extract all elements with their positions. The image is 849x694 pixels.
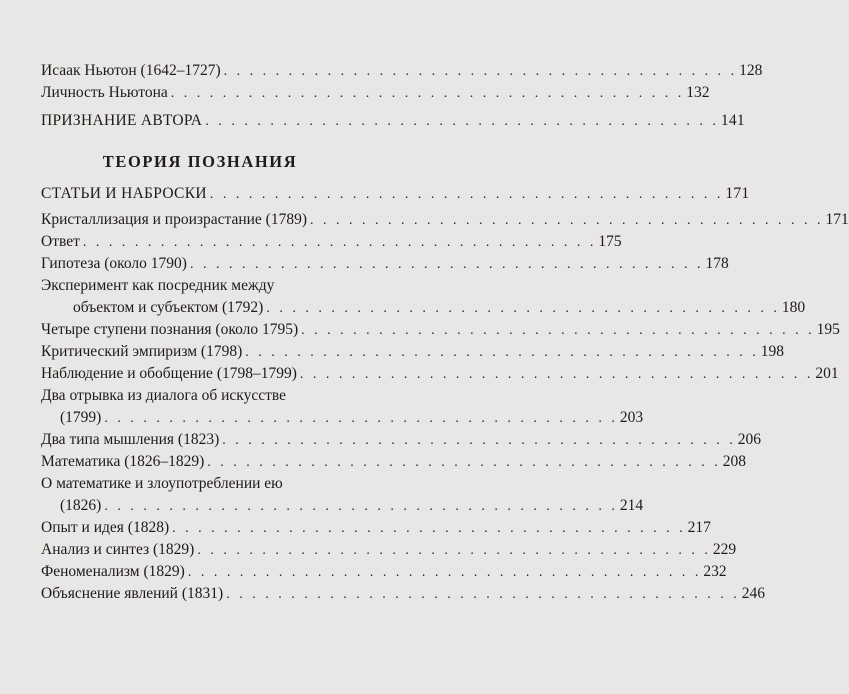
toc-item-page: 246 — [741, 585, 765, 602]
dot-leader: . . . . . . . . . . . . . . . . . . . . . . . . . . . . . . . . . . . . . . . . — [299, 367, 814, 382]
dot-leader: . . . . . . . . . . . . . . . . . . . . . . . . . . . . . . . . . . . . . . . . — [189, 257, 704, 272]
dot-leader: . . . . . . . . . . . . . . . . . . . . . . . . . . . . . . . . . . . . . . . . — [310, 213, 824, 228]
toc-item-page: 208 — [722, 453, 747, 470]
toc-entry-title: Исаак Ньютон (1642–1727) — [41, 62, 221, 79]
toc-item-page: 201 — [815, 365, 839, 382]
toc-item-title: Ответ — [41, 233, 80, 250]
dot-leader: . . . . . . . . . . . . . . . . . . . . . . . . . . . . . . . . . . . . . . . . — [245, 345, 759, 360]
dot-leader: . . . . . . . . . . . . . . . . . . . . . . . . . . . . . . . . . . . . . . . . — [104, 411, 618, 426]
toc-item — [0, 429, 761, 451]
dot-leader: . . . . . . . . . . . . . . . . . . . . . . . . . . . . . . . . . . . . . . . . — [187, 565, 702, 580]
toc-item-title: Объяснение явлений (1831) — [41, 585, 224, 602]
toc-subsection — [0, 183, 750, 205]
toc-item-page: 232 — [703, 563, 727, 580]
toc-item — [0, 583, 765, 605]
toc-item-title: Анализ и синтез (1829) — [41, 541, 195, 558]
section-heading: ТЕОРИЯ ПОЗНАНИЯ — [102, 152, 298, 171]
dot-leader: . . . . . . . . . . . . . . . . . . . . . . . . . . . . . . . . . . . . . . . . — [170, 86, 685, 101]
dot-leader: . . . . . . . . . . . . . . . . . . . . . . . . . . . . . . . . . . . . . . . . — [223, 64, 738, 79]
toc-item — [0, 451, 747, 473]
toc-entry-page: 171 — [725, 185, 750, 202]
toc-item-title: Критический эмпиризм (1798) — [41, 343, 243, 360]
dot-leader: . . . . . . . . . . . . . . . . . . . . . . . . . . . . . . . . . . . . . . . . — [222, 433, 736, 448]
toc-item — [0, 341, 785, 363]
toc-item-page: 229 — [712, 541, 737, 558]
toc-item — [0, 231, 622, 253]
toc-entry-page: 141 — [720, 112, 745, 129]
toc-item-continuation: (1799) — [60, 409, 102, 426]
toc-item-continuation: (1826) — [60, 497, 102, 514]
dot-leader: . . . . . . . . . . . . . . . . . . . . . . . . . . . . . . . . . . . . . . . . — [82, 235, 597, 250]
toc-entry-title: СТАТЬИ И НАБРОСКИ — [41, 185, 207, 202]
toc-item — [0, 561, 727, 583]
toc-item-page: 180 — [781, 299, 806, 316]
toc-item — [0, 297, 806, 319]
toc-entry-title: Личность Ньютона — [41, 84, 168, 101]
toc-item — [0, 539, 737, 561]
dot-leader: . . . . . . . . . . . . . . . . . . . . . . . . . . . . . . . . . . . . . . . . — [104, 499, 618, 514]
toc-item-title: Наблюдение и обобщение (1798–1799) — [41, 365, 297, 382]
toc-entry — [0, 60, 763, 82]
toc-item — [0, 495, 644, 517]
toc-item-page: 178 — [705, 255, 729, 272]
toc-item-title: Феноменализм (1829) — [41, 563, 185, 580]
toc-item-title: Гипотеза (около 1790) — [41, 255, 187, 272]
toc-item — [0, 209, 849, 231]
dot-leader: . . . . . . . . . . . . . . . . . . . . . . . . . . . . . . . . . . . . . . . . — [172, 521, 686, 536]
dot-leader: . . . . . . . . . . . . . . . . . . . . . . . . . . . . . . . . . . . . . . . . — [207, 455, 721, 470]
toc-item-page: 206 — [737, 431, 761, 448]
toc-item-page: 195 — [816, 321, 840, 338]
dot-leader: . . . . . . . . . . . . . . . . . . . . . . . . . . . . . . . . . . . . . . . . — [301, 323, 815, 338]
toc-item-page: 217 — [687, 519, 711, 536]
toc-entry-acknowledgement — [0, 110, 745, 132]
toc-entry — [0, 82, 710, 104]
toc-item-title: Эксперимент как посредник между — [41, 277, 275, 294]
toc-entry-page: 132 — [686, 84, 710, 101]
dot-leader: . . . . . . . . . . . . . . . . . . . . . . . . . . . . . . . . . . . . . . . . — [205, 114, 719, 129]
toc-item-page: 171 — [825, 211, 849, 228]
dot-leader: . . . . . . . . . . . . . . . . . . . . . . . . . . . . . . . . . . . . . . . . — [197, 543, 711, 558]
toc-item-title: Четыре ступени познания (около 1795) — [41, 321, 299, 338]
toc-item-page: 203 — [619, 409, 644, 426]
dot-leader: . . . . . . . . . . . . . . . . . . . . . . . . . . . . . . . . . . . . . . . . — [266, 301, 780, 316]
toc-item-title: Два типа мышления (1823) — [41, 431, 220, 448]
toc-item-continuation: объектом и субъектом (1792) — [73, 299, 264, 316]
toc-item-page: 198 — [760, 343, 785, 360]
toc-entry-title: ПРИЗНАНИЕ АВТОРА — [41, 112, 203, 129]
toc-item-title: О математике и злоупотреблении ею — [41, 475, 283, 492]
toc-item-title: Два отрывка из диалога об искусстве — [41, 387, 286, 404]
toc-item-page: 175 — [598, 233, 622, 250]
toc-item-page: 214 — [619, 497, 644, 514]
dot-leader: . . . . . . . . . . . . . . . . . . . . . . . . . . . . . . . . . . . . . . . . — [226, 587, 740, 602]
toc-item — [0, 363, 839, 385]
toc-item — [0, 253, 729, 275]
toc-item-title: Кристаллизация и произрастание (1789) — [41, 211, 308, 228]
toc-item — [0, 407, 644, 429]
toc-item — [0, 517, 711, 539]
toc-item — [0, 319, 840, 341]
toc-entry-page: 128 — [739, 62, 763, 79]
dot-leader: . . . . . . . . . . . . . . . . . . . . . . . . . . . . . . . . . . . . . . . . — [209, 187, 724, 202]
toc-item-title: Опыт и идея (1828) — [41, 519, 170, 536]
toc-item-title: Математика (1826–1829) — [41, 453, 205, 470]
